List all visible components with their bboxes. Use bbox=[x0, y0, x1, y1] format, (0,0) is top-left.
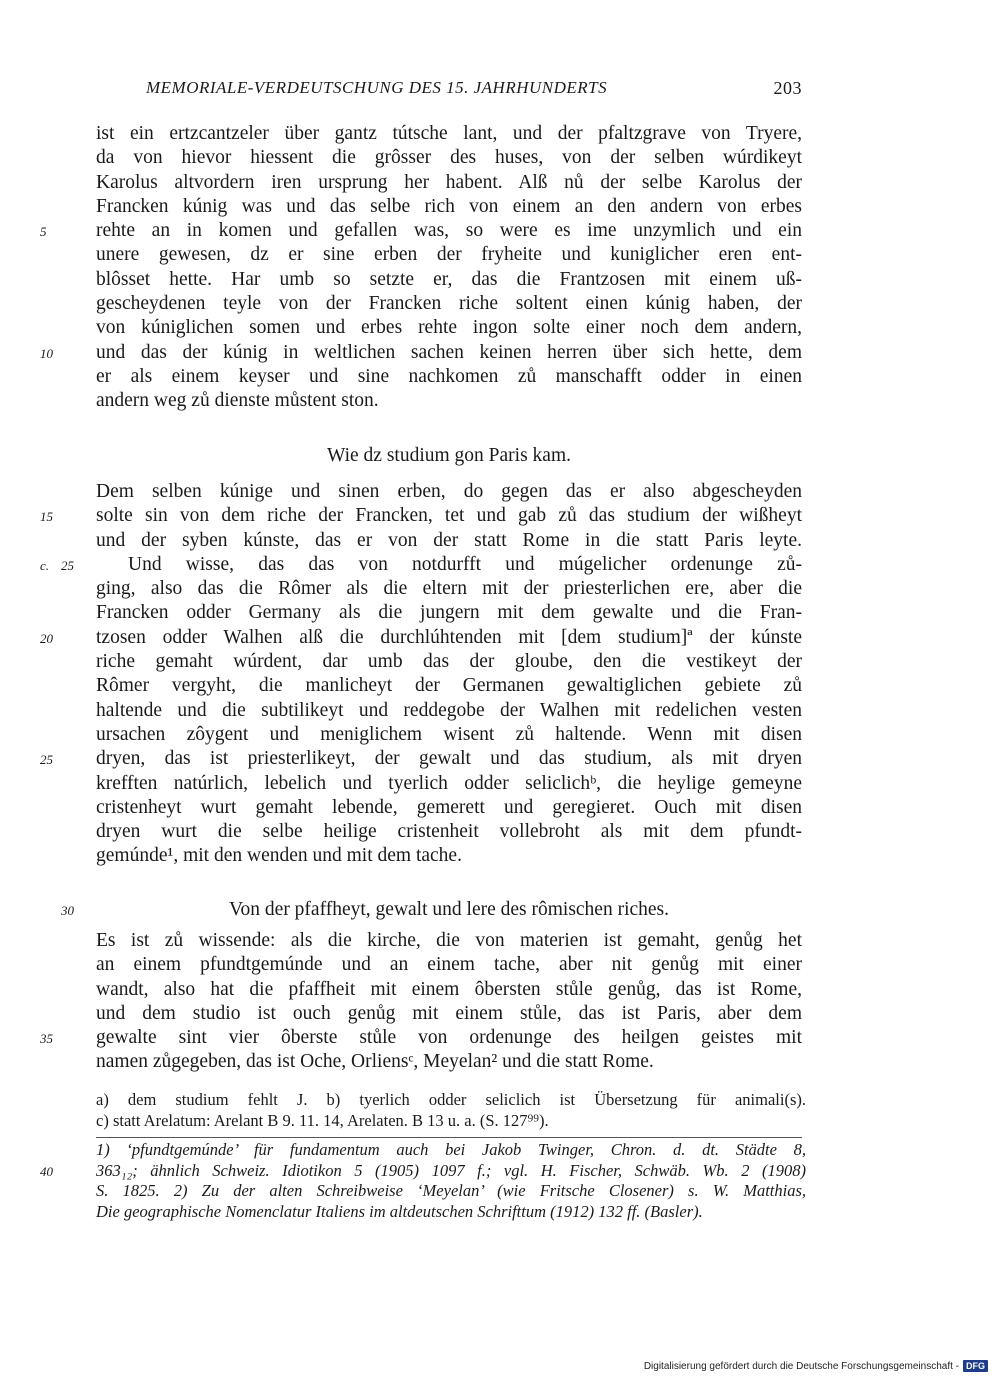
line-text: blôsset hette. Har umb so setzte er, das die Frantzosen mit einem uß- bbox=[96, 268, 802, 290]
line-text: 363₁₂; ähnlich Schweiz. Idiotikon 5 (1905) 1097 f.; vgl. H. Fischer, Schwäb. Wb. 2 (1908) bbox=[96, 1160, 806, 1180]
text-line bbox=[96, 1090, 806, 1111]
line-text: Und wisse, das das von notdurfft und múgelicher ordenunge zů- bbox=[128, 553, 802, 575]
text-line bbox=[96, 577, 802, 601]
line-text: haltende und die subtilikeyt und reddegobe der Walhen mit redelichen vesten bbox=[96, 699, 802, 721]
text-line bbox=[96, 723, 802, 747]
line-text: ist ein ertzcantzeler über gantz tútsche lant, und der pfaltzgrave von Tryere, bbox=[96, 123, 802, 144]
line-text: gewalte sint vier ôberste stůle von ordenunge des heilgen geistes mit bbox=[96, 1027, 802, 1049]
line-text: riche gemaht wúrdent, dar umb das der gloube, den die vestikeyt der bbox=[96, 651, 802, 673]
line-number: 30 bbox=[61, 903, 74, 918]
line-text: und der syben kúnste, das er von der statt Rome in die statt Paris leyte. bbox=[96, 529, 802, 551]
line-text: krefften natúrlich, lebelich und tyerlich odder seliclichᵇ, die heylige gemeyne bbox=[96, 772, 802, 794]
text-line bbox=[96, 1050, 802, 1074]
line-text: gescheydenen teyle von der Francken riche soltent einen kúnig haben, der bbox=[96, 293, 802, 315]
text-line bbox=[96, 796, 802, 820]
text-line bbox=[96, 1111, 806, 1132]
footnotes bbox=[40, 1140, 806, 1222]
line-text: wandt, also hat die pfaffheit mit einem ôbersten stůle genůg, das ist Rome, bbox=[96, 978, 802, 1000]
line-text: rehte an in komen und gefallen was, so were es ime unzymlich und ein bbox=[96, 220, 802, 242]
text-line bbox=[96, 650, 802, 674]
text-line bbox=[96, 1181, 806, 1202]
text-line bbox=[96, 844, 802, 868]
line-number: 10 bbox=[40, 345, 53, 361]
text-line bbox=[40, 553, 802, 577]
heading-text: Von der pfaffheyt, gewalt und lere des rômischen riches. bbox=[228, 899, 670, 920]
line-text: ging, also das die Rômer als die eltern mit der priesterlichen ere, aber die bbox=[96, 578, 802, 600]
line-text: und dem studio ist ouch genůg mit einem stůle, das ist Paris, aber dem bbox=[96, 1002, 802, 1024]
text-line bbox=[96, 929, 802, 953]
line-text: und das der kúnig in weltlichen sachen keinen herren über sich hette, dem bbox=[96, 341, 802, 363]
text-line bbox=[96, 389, 802, 413]
text-line bbox=[96, 365, 802, 389]
text-line bbox=[96, 480, 802, 504]
line-text: 1) ‘pfundtgemúnde’ für fundamentum auch bei Jakob Twinger, Chron. d. dt. Städte 8, bbox=[96, 1140, 806, 1159]
text-line bbox=[96, 146, 802, 170]
heading-text: Wie dz studium gon Paris kam. bbox=[326, 445, 572, 466]
paragraph-2 bbox=[40, 480, 802, 869]
line-text: a) dem studium fehlt J. b) tyerlich odder seliclich ist Übersetzung für animali(s). bbox=[96, 1090, 806, 1109]
line-text: tzosen odder Walhen alß die durchlúhtenden mit [dem studium]ª der kúnste bbox=[96, 626, 802, 648]
text-line bbox=[96, 953, 802, 977]
line-text: S. 1825. 2) Zu der alten Schreibweise ‘Meyelan’ (wie Fritsche Closener) s. W. Matthias, bbox=[96, 1181, 806, 1200]
line-text: solte sin von dem riche der Francken, tet und gab zů das studium der wißheyt bbox=[96, 505, 802, 527]
line-text: an einem pfundtgemúnde und an einem tache, aber nit genůg mit einer bbox=[96, 954, 802, 976]
line-number: c. 25 bbox=[40, 557, 74, 573]
line-text: Francken kúnig was und das selbe rich von einem an den andern von erbes bbox=[96, 195, 802, 217]
line-text: cristenheyt wurt gemaht lebende, gemerett und geregieret. Ouch mit disen bbox=[96, 796, 802, 818]
text-line bbox=[96, 122, 802, 146]
text-line bbox=[40, 1160, 806, 1182]
text-line bbox=[96, 1002, 802, 1026]
text-line bbox=[40, 504, 802, 528]
line-text: er als einem keyser und sine nachkomen zů manschafft odder in einen bbox=[96, 365, 802, 387]
text-line bbox=[40, 626, 802, 650]
line-text: Dem selben kúnige und sinen erben, do gegen das er also abgescheyden bbox=[96, 481, 802, 502]
text-line bbox=[40, 747, 802, 771]
line-text: da von hievor hiessent die grôsser des huses, von der selben wúrdikeyt bbox=[96, 147, 802, 169]
line-text: c) statt Arelatum: Arelant B 9. 11. 14, Arelaten. B 13 u. a. (S. 127⁹⁹). bbox=[96, 1110, 549, 1130]
digitization-credit bbox=[644, 1359, 988, 1373]
line-number: 40 bbox=[40, 1163, 53, 1179]
text-line bbox=[96, 268, 802, 292]
text-line bbox=[96, 171, 802, 195]
line-text: Francken odder Germany als die jungern mit dem gewalte und die Fran- bbox=[96, 602, 802, 624]
critical-apparatus bbox=[96, 1090, 806, 1131]
line-text: andern weg zů dienste můstent ston. bbox=[96, 390, 379, 412]
digitization-note: Digitalisierung gefördert durch die Deutsche Forschungsgemeinschaft - bbox=[643, 1360, 959, 1372]
running-header bbox=[96, 78, 802, 104]
line-text: unere gewesen, dz er sine erben der fryheite und kuniglicher eren ent- bbox=[96, 244, 802, 266]
text-line bbox=[96, 820, 802, 844]
text-line bbox=[96, 292, 802, 316]
line-number: 15 bbox=[40, 509, 53, 525]
section-heading-studium bbox=[96, 443, 802, 469]
text-line bbox=[96, 529, 802, 553]
text-line bbox=[96, 316, 802, 340]
line-text: Die geographische Nomenclatur Italiens im altdeutschen Schrifttum (1912) 132 ff. (Basler). bbox=[96, 1201, 703, 1221]
text-line bbox=[40, 1026, 802, 1050]
line-number: 25 bbox=[40, 752, 53, 768]
page-number: 203 bbox=[773, 78, 802, 98]
text-line bbox=[40, 341, 802, 365]
text-line bbox=[96, 1140, 806, 1161]
paragraph-1 bbox=[40, 122, 802, 414]
text-line bbox=[96, 195, 802, 219]
text-line bbox=[96, 699, 802, 723]
line-text: ursachen zôygent und meniglichem wisent zů haltende. Wenn mit disen bbox=[96, 723, 802, 745]
line-text: Es ist zů wissende: als die kirche, die von materien ist gemaht, genůg het bbox=[96, 930, 802, 951]
line-text: dryen wurt die selbe heilige cristenheit vollebroht als mit dem pfundt- bbox=[96, 821, 802, 843]
line-text: namen zůgegeben, das ist Oche, Orliensᶜ, Meyelan² und die statt Rome. bbox=[96, 1051, 654, 1073]
line-text: gemúnde¹, mit den wenden und mit dem tache. bbox=[96, 845, 462, 867]
text-line bbox=[96, 978, 802, 1002]
line-text: von kúniglichen somen und erbes rehte ingon solte einer noch dem andern, bbox=[96, 317, 802, 339]
line-number: 35 bbox=[40, 1031, 53, 1047]
line-number: 5 bbox=[40, 224, 47, 240]
dfg-logo: DFG bbox=[963, 1360, 988, 1372]
line-text: Karolus altvordern iren ursprung her habent. Alß nů der selbe Karolus der bbox=[96, 171, 802, 193]
line-text: Rômer vergyht, die manlicheyt der Germanen gewaltiglichen gebiete zů bbox=[96, 675, 802, 697]
line-number: 20 bbox=[40, 630, 53, 646]
text-line bbox=[96, 772, 802, 796]
text-line bbox=[96, 601, 802, 625]
footnote-rule bbox=[96, 1137, 802, 1138]
section-heading-pfaffheyt bbox=[61, 897, 802, 923]
line-text: dryen, das ist priesterlikeyt, der gewalt und das studium, als mit dryen bbox=[96, 748, 802, 770]
text-line bbox=[40, 219, 802, 243]
running-title: MEMORIALE-VERDEUTSCHUNG DES 15. JAHRHUNDERTS bbox=[146, 78, 608, 97]
text-line bbox=[96, 674, 802, 698]
text-line bbox=[96, 1202, 806, 1223]
text-line bbox=[96, 243, 802, 267]
paragraph-3 bbox=[40, 929, 802, 1075]
